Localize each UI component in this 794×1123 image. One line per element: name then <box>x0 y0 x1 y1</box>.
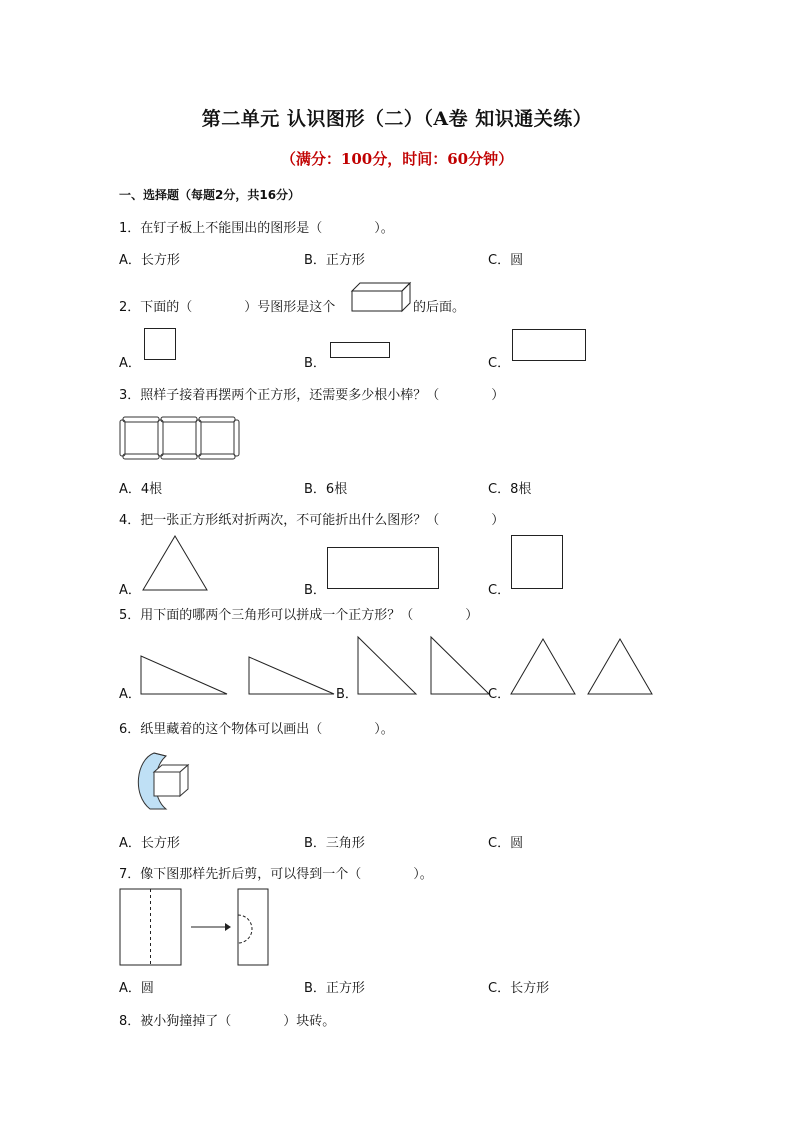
q3-option-b: B．6根 <box>304 482 348 497</box>
q3-option-a: A．4根 <box>119 482 163 497</box>
q4-option-b: B． <box>304 583 326 598</box>
page-title: 第二单元 认识图形（二）（A卷 知识通关练） <box>201 108 593 130</box>
question-6: 6．纸里藏着的这个物体可以画出（ ）。 <box>119 722 394 737</box>
long-right-triangle-2 <box>248 656 338 696</box>
triangle-figure <box>142 534 210 592</box>
q6-option-a: A．长方形 <box>119 836 180 851</box>
fold-cut-figure <box>119 888 271 968</box>
q5-option-b: B． <box>336 687 358 702</box>
hidden-object-figure <box>126 750 196 812</box>
q2-option-b: B． <box>304 356 326 371</box>
isosceles-right-triangle-1 <box>357 636 419 696</box>
small-square-figure <box>144 328 178 362</box>
question-7: 7．像下图那样先折后剪，可以得到一个（ ）。 <box>119 867 433 882</box>
question-4: 4．把一张正方形纸对折两次，不可能折出什么图形？（ ） <box>119 513 505 528</box>
q4-option-c: C． <box>488 583 511 598</box>
thin-rectangle-figure <box>330 342 392 360</box>
q1-option-a: A．长方形 <box>119 253 180 268</box>
q6-option-b: B．三角形 <box>304 836 365 851</box>
rectangle-figure <box>327 547 441 591</box>
q7-option-c: C．长方形 <box>488 981 550 996</box>
q7-option-a: A．圆 <box>119 981 154 996</box>
question-1: 1．在钉子板上不能围出的图形是（ ）。 <box>119 221 394 236</box>
q7-option-b: B．正方形 <box>304 981 365 996</box>
question-5: 5．用下面的哪两个三角形可以拼成一个正方形？（ ） <box>119 608 479 623</box>
section-heading: 一、选择题（每题2分，共16分） <box>119 188 301 202</box>
q5-option-a: A． <box>119 687 141 702</box>
question-8: 8．被小狗撞掉了（ ）块砖。 <box>119 1014 336 1029</box>
question-2-part1: 2．下面的（ ）号图形是这个 <box>119 300 336 315</box>
question-3: 3．照样子接着再摆两个正方形，还需要多少根小棒？（ ） <box>119 388 505 403</box>
q1-option-b: B．正方形 <box>304 253 365 268</box>
q4-option-a: A． <box>119 583 141 598</box>
wide-rectangle-figure <box>512 329 588 363</box>
square-figure <box>511 535 565 591</box>
equilateral-triangle-2 <box>587 638 655 696</box>
q2-option-a: A． <box>119 356 141 371</box>
q2-option-c: C． <box>488 356 511 371</box>
exam-info: （满分：100分，时间：60分钟） <box>280 150 514 168</box>
question-2-part2: 的后面。 <box>413 300 466 315</box>
q1-option-c: C．圆 <box>488 253 524 268</box>
isosceles-right-triangle-2 <box>430 636 492 696</box>
equilateral-triangle-1 <box>510 638 578 696</box>
long-right-triangle-1 <box>140 654 230 696</box>
q5-option-c: C． <box>488 687 511 702</box>
cuboid-figure <box>350 279 412 315</box>
q6-option-c: C．圆 <box>488 836 524 851</box>
q3-option-c: C．8根 <box>488 482 532 497</box>
matchstick-squares-figure <box>119 416 243 462</box>
